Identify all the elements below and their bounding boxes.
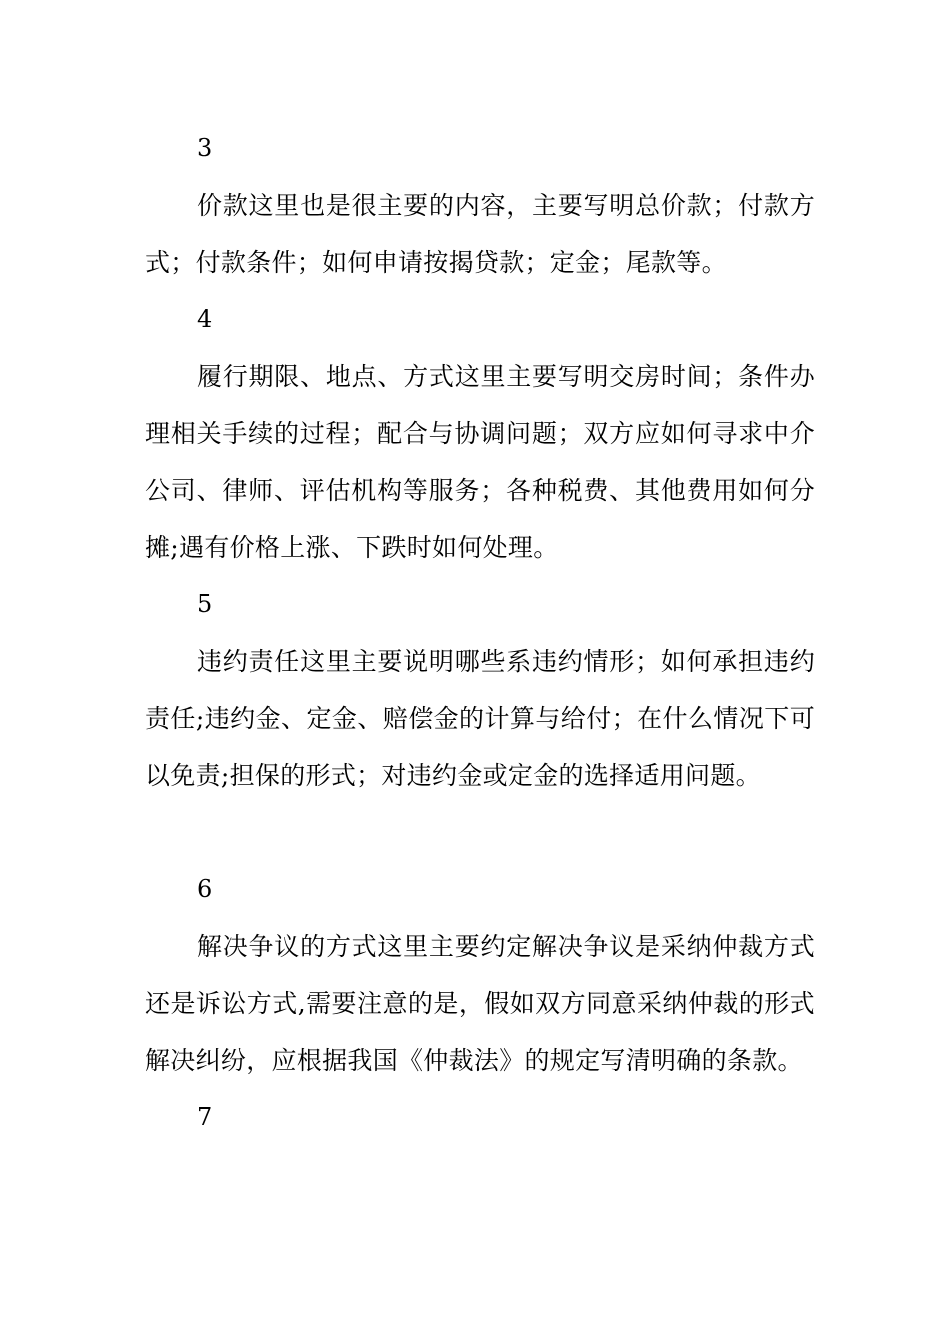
section-number-7: 7 [197,1103,213,1131]
section-text-3: 价款这里也是很主要的内容，主要写明总价款；付款方式；付款条件；如何申请按揭贷款；定金；尾款等。 [145,191,815,277]
section-text-4: 履行期限、地点、方式这里主要写明交房时间；条件办理相关手续的过程；配合与协调问题；双方应如何寻求中介公司、律师、评估机构等服务；各种税费、其他费用如何分摊;遇有价格上涨、下跌时如何处理。 [145,362,815,562]
paragraph-gap [145,804,815,861]
document-body [145,120,815,1146]
section-text-6: 解决争议的方式这里主要约定解决争议是采纳仲裁方式还是诉讼方式,需要注意的是，假如双方同意采纳仲裁的形式解决纠纷，应根据我国《仲裁法》的规定写清明确的条款。 [145,932,815,1075]
section-number-5: 5 [197,590,213,618]
section-number-4: 4 [197,305,213,333]
section-number-3: 3 [197,134,213,162]
section-text-5: 违约责任这里主要说明哪些系违约情形；如何承担违约责任;违约金、定金、赔偿金的计算与给付；在什么情况下可以免责;担保的形式；对违约金或定金的选择适用问题。 [145,647,815,790]
section-number-6: 6 [197,875,213,903]
